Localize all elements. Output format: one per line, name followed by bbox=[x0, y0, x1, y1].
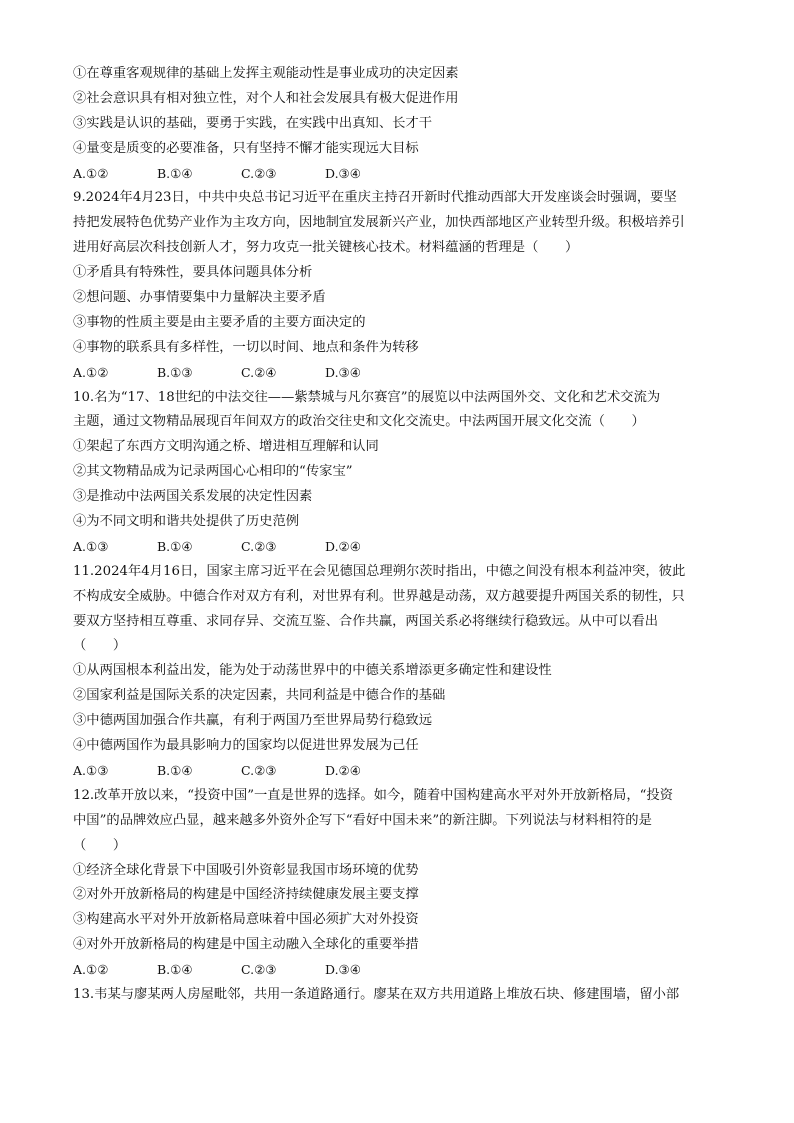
question-8-options bbox=[73, 62, 723, 186]
option-statement: ③中德两国加强合作共赢，有利于两国乃至世界局势行稳致远 bbox=[73, 713, 433, 729]
option-statement: ④中德两国作为最具影响力的国家均以促进世界发展为己任 bbox=[73, 738, 419, 754]
option-statement: ②国家利益是国际关系的决定因素，共同利益是中德合作的基础 bbox=[73, 688, 446, 704]
option-statement: ②社会意识具有相对独立性，对个人和社会发展具有极大促进作用 bbox=[73, 90, 459, 106]
question-13 bbox=[73, 983, 723, 1008]
question-12 bbox=[73, 784, 723, 983]
question-stem: 持把发展特色优势产业作为主攻方向，因地制宜发展新兴产业，加快西部地区产业转型升级。积极培养引 bbox=[73, 215, 685, 231]
option-statement: ①矛盾具有特殊性，要具体问题具体分析 bbox=[73, 265, 313, 281]
choice-b: B.①④ bbox=[157, 962, 193, 978]
option-statement: ②其文物精品成为记录两国心心相印的“传家宝” bbox=[73, 464, 353, 480]
question-stem: （ ） bbox=[73, 638, 127, 654]
answer-choices bbox=[73, 361, 723, 386]
choice-a: A.①② bbox=[73, 165, 109, 181]
question-stem: 主题，通过文物精品展现百年间双方的政治交往史和文化交流史。中法两国开展文化交流（ ） bbox=[73, 414, 645, 430]
choice-c: C.②④ bbox=[241, 364, 277, 380]
question-stem: 进用好高层次科技创新人才，努力攻克一批关键核心技术。材料蕴涵的哲理是（ ） bbox=[73, 240, 579, 256]
option-statement: ②对外开放新格局的构建是中国经济持续健康发展主要支撑 bbox=[73, 887, 419, 903]
choice-c: C.②③ bbox=[241, 962, 277, 978]
question-stem: 9.2024年4月23日，中共中央总书记习近平在重庆主持召开新时代推动西部大开发座谈会时强调，要坚 bbox=[73, 190, 677, 206]
question-content bbox=[73, 62, 723, 1008]
option-statement: ③是推动中法两国关系发展的决定性因素 bbox=[73, 489, 313, 505]
choice-b: B.①④ bbox=[157, 538, 193, 554]
choice-d: D.③④ bbox=[325, 364, 361, 380]
choice-d: D.③④ bbox=[325, 962, 361, 978]
option-statement: ④量变是质变的必要准备，只有坚持不懈才能实现远大目标 bbox=[73, 140, 419, 156]
choice-a: A.①② bbox=[73, 364, 109, 380]
question-stem: 13.韦某与廖某两人房屋毗邻，共用一条道路通行。廖某在双方共用道路上堆放石块、修建围墙，留小部 bbox=[73, 986, 680, 1002]
choice-c: C.②③ bbox=[241, 538, 277, 554]
choice-a: A.①③ bbox=[73, 538, 109, 554]
question-stem: 12.改革开放以来，“投资中国”一直是世界的选择。如今，随着中国构建高水平对外开放新格局，“投资 bbox=[73, 787, 674, 803]
answer-choices bbox=[73, 535, 723, 560]
answer-choices bbox=[73, 958, 723, 983]
choice-a: A.①③ bbox=[73, 762, 109, 778]
choice-a: A.①② bbox=[73, 962, 109, 978]
option-statement: ③构建高水平对外开放新格局意味着中国必须扩大对外投资 bbox=[73, 912, 419, 928]
choice-d: D.③④ bbox=[325, 165, 361, 181]
question-10 bbox=[73, 386, 723, 560]
option-statement: ①架起了东西方文明沟通之桥、增进相互理解和认同 bbox=[73, 439, 379, 455]
choice-c: C.②③ bbox=[241, 762, 277, 778]
option-statement: ④事物的联系具有多样性，一切以时间、地点和条件为转移 bbox=[73, 339, 419, 355]
choice-b: B.①④ bbox=[157, 165, 193, 181]
answer-choices bbox=[73, 162, 723, 187]
question-stem: 要双方坚持相互尊重、求同存异、交流互鉴、合作共赢，两国关系必将继续行稳致远。从中可以看出 bbox=[73, 613, 659, 629]
question-9 bbox=[73, 186, 723, 385]
question-stem: 11.2024年4月16日，国家主席习近平在会见德国总理朔尔茨时指出，中德之间没有根本利益冲突，彼此 bbox=[73, 563, 686, 579]
question-stem: 10.名为“17、18世纪的中法交往——紫禁城与凡尔赛宫”的展览以中法两国外交、文化和艺术交流为 bbox=[73, 389, 661, 405]
answer-choices bbox=[73, 759, 723, 784]
option-statement: ①从两国根本利益出发，能为处于动荡世界中的中德关系增添更多确定性和建设性 bbox=[73, 663, 552, 679]
question-stem: 不构成安全威胁。中德合作对双方有利，对世界有利。世界越是动荡，双方越要提升两国关系的韧性，只 bbox=[73, 588, 685, 604]
option-statement: ②想问题、办事情要集中力量解决主要矛盾 bbox=[73, 290, 326, 306]
option-statement: ①在尊重客观规律的基础上发挥主观能动性是事业成功的决定因素 bbox=[73, 66, 459, 81]
option-statement: ③事物的性质主要是由主要矛盾的主要方面决定的 bbox=[73, 314, 366, 330]
question-stem: （ ） bbox=[73, 837, 127, 853]
choice-c: C.②③ bbox=[241, 165, 277, 181]
option-statement: ①经济全球化背景下中国吸引外资彰显我国市场环境的优势 bbox=[73, 862, 419, 878]
question-stem: 中国”的品牌效应凸显，越来越多外资外企写下“看好中国未来”的新注脚。下列说法与材料相符的是 bbox=[73, 812, 652, 828]
choice-d: D.②④ bbox=[325, 762, 361, 778]
choice-b: B.①④ bbox=[157, 762, 193, 778]
option-statement: ④为不同文明和谐共处提供了历史范例 bbox=[73, 514, 300, 530]
option-statement: ③实践是认识的基础，要勇于实践，在实践中出真知、长才干 bbox=[73, 115, 433, 131]
choice-d: D.②④ bbox=[325, 538, 361, 554]
question-11 bbox=[73, 560, 723, 784]
option-statement: ④对外开放新格局的构建是中国主动融入全球化的重要举措 bbox=[73, 937, 419, 953]
choice-b: B.①③ bbox=[157, 364, 193, 380]
